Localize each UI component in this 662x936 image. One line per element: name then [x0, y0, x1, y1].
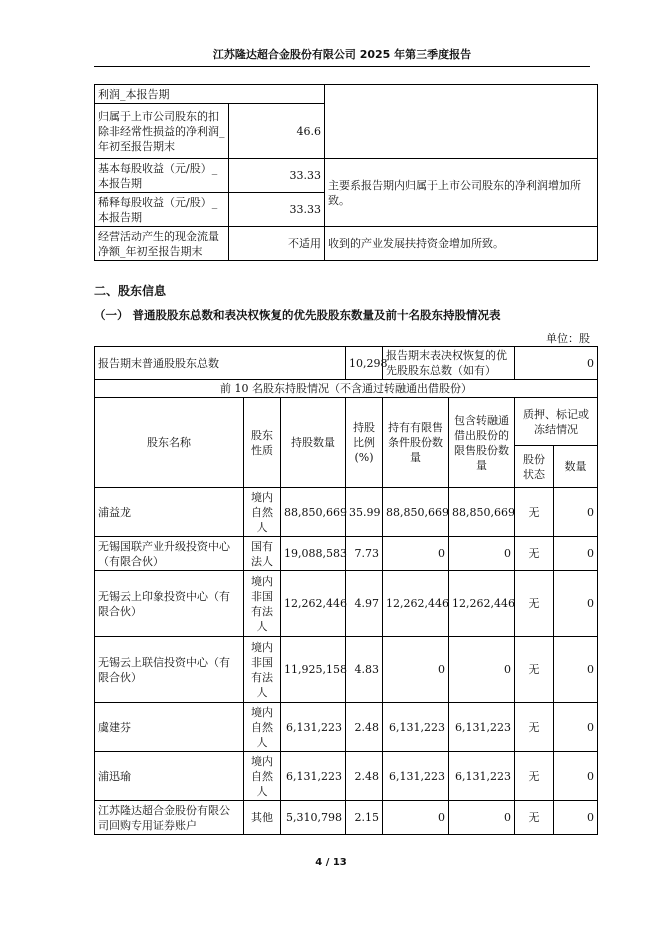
- cell-restricted: 0: [383, 537, 449, 571]
- cell-status: 无: [515, 752, 554, 801]
- cell-status: 无: [515, 571, 554, 637]
- row-label: 稀释每股收益（元/股）_本报告期: [95, 193, 229, 227]
- cell-nature: 国有法人: [244, 537, 281, 571]
- header-shares: 持股数量: [281, 398, 346, 488]
- cell-lending: 6,131,223: [449, 752, 515, 801]
- cell-shares: 19,088,583: [281, 537, 346, 571]
- row-label: 基本每股收益（元/股）_本报告期: [95, 159, 229, 193]
- cell-lending: 88,850,669: [449, 488, 515, 537]
- cell-status: 无: [515, 703, 554, 752]
- cell-restricted: 0: [383, 801, 449, 835]
- row-value: 33.33: [229, 193, 325, 227]
- page-header: 江苏隆达超合金股份有限公司 2025 年第三季度报告: [94, 46, 590, 67]
- cell-nature: 其他: [244, 801, 281, 835]
- row-label: 归属于上市公司股东的扣除非经常性损益的净利润_年初至报告期末: [95, 104, 229, 159]
- cell-lending: 12,262,446: [449, 571, 515, 637]
- header-restricted: 持有有限售条件股份数量: [383, 398, 449, 488]
- cell-restricted: 6,131,223: [383, 752, 449, 801]
- cell-lending: 0: [449, 637, 515, 703]
- cell-shares: 88,850,669: [281, 488, 346, 537]
- cell-restricted: 6,131,223: [383, 703, 449, 752]
- cell-qty: 0: [554, 488, 598, 537]
- reason-cell: 主要系报告期内归属于上市公司股东的净利润增加所致。: [325, 159, 598, 227]
- cell-shares: 6,131,223: [281, 752, 346, 801]
- shareholder-table: [94, 346, 598, 835]
- cell-name: 浦益龙: [95, 488, 244, 537]
- header-qty: 数量: [554, 446, 598, 488]
- cell-qty: 0: [554, 537, 598, 571]
- cell-nature: 境内自然人: [244, 703, 281, 752]
- top10-caption: 前 10 名股东持股情况（不含通过转融通出借股份）: [95, 380, 598, 398]
- section-title: 二、股东信息: [94, 284, 167, 298]
- header-lending: 包含转融通借出股份的限售股份数量: [449, 398, 515, 488]
- cell-name: 浦迅瑜: [95, 752, 244, 801]
- page-number: 4 / 13: [315, 857, 347, 868]
- cell-status: 无: [515, 488, 554, 537]
- cell-status: 无: [515, 637, 554, 703]
- cell-shares: 5,310,798: [281, 801, 346, 835]
- cell-restricted: 88,850,669: [383, 488, 449, 537]
- cell-nature: 境内非国有法人: [244, 571, 281, 637]
- table-row: [95, 752, 598, 801]
- cell-lending: 0: [449, 537, 515, 571]
- table-row: [95, 488, 598, 537]
- cell-ratio: 7.73: [346, 537, 383, 571]
- table-row: [95, 571, 598, 637]
- cell-qty: 0: [554, 752, 598, 801]
- summary-pref-value: 0: [515, 347, 598, 380]
- reason-cell: 收到的产业发展扶持资金增加所致。: [325, 227, 598, 261]
- cell-shares: 11,925,158: [281, 637, 346, 703]
- table-row: [95, 637, 598, 703]
- header-status: 股份状态: [515, 446, 554, 488]
- cell-name: 无锡国联产业升级投资中心（有限合伙）: [95, 537, 244, 571]
- row-value: 46.6: [229, 104, 325, 159]
- cell-shares: 6,131,223: [281, 703, 346, 752]
- cell-ratio: 2.15: [346, 801, 383, 835]
- cell-status: 无: [515, 801, 554, 835]
- cell-ratio: 35.99: [346, 488, 383, 537]
- cell-ratio: 4.83: [346, 637, 383, 703]
- cell-name: 江苏隆达超合金股份有限公司回购专用证券账户: [95, 801, 244, 835]
- cell-lending: 0: [449, 801, 515, 835]
- financial-indicators-table: [94, 84, 598, 261]
- table-row: [95, 801, 598, 835]
- summary-common-value: 10,298: [346, 347, 383, 380]
- header-nature: 股东性质: [244, 398, 281, 488]
- cell-name: 无锡云上印象投资中心（有限合伙）: [95, 571, 244, 637]
- cell-ratio: 4.97: [346, 571, 383, 637]
- header-name: 股东名称: [95, 398, 244, 488]
- cell-qty: 0: [554, 703, 598, 752]
- cell-ratio: 2.48: [346, 703, 383, 752]
- header-pledge: 质押、标记或冻结情况: [515, 398, 598, 446]
- cell-status: 无: [515, 537, 554, 571]
- unit-label: 单位：股: [546, 332, 590, 345]
- cell-shares: 12,262,446: [281, 571, 346, 637]
- cell-restricted: 12,262,446: [383, 571, 449, 637]
- cell-qty: 0: [554, 637, 598, 703]
- cell-restricted: 0: [383, 637, 449, 703]
- header-ratio: 持股比例(%): [346, 398, 383, 488]
- cell-qty: 0: [554, 801, 598, 835]
- subsection-title: （一） 普通股股东总数和表决权恢复的优先股股东数量及前十名股东持股情况表: [94, 308, 501, 322]
- cell-ratio: 2.48: [346, 752, 383, 801]
- summary-common-label: 报告期末普通股股东总数: [95, 347, 346, 380]
- cell-name: 虞建芬: [95, 703, 244, 752]
- table-row: [95, 703, 598, 752]
- row-label: 利润_本报告期: [95, 85, 325, 104]
- summary-pref-label: 报告期末表决权恢复的优先股股东总数（如有）: [383, 347, 515, 380]
- reason-cell-empty: [325, 85, 598, 159]
- cell-nature: 境内自然人: [244, 488, 281, 537]
- row-label: 经营活动产生的现金流量净额_年初至报告期末: [95, 227, 229, 261]
- cell-lending: 6,131,223: [449, 703, 515, 752]
- row-value: 不适用: [229, 227, 325, 261]
- cell-name: 无锡云上联信投资中心（有限合伙）: [95, 637, 244, 703]
- cell-nature: 境内非国有法人: [244, 637, 281, 703]
- row-value: 33.33: [229, 159, 325, 193]
- cell-nature: 境内自然人: [244, 752, 281, 801]
- table-row: [95, 537, 598, 571]
- cell-qty: 0: [554, 571, 598, 637]
